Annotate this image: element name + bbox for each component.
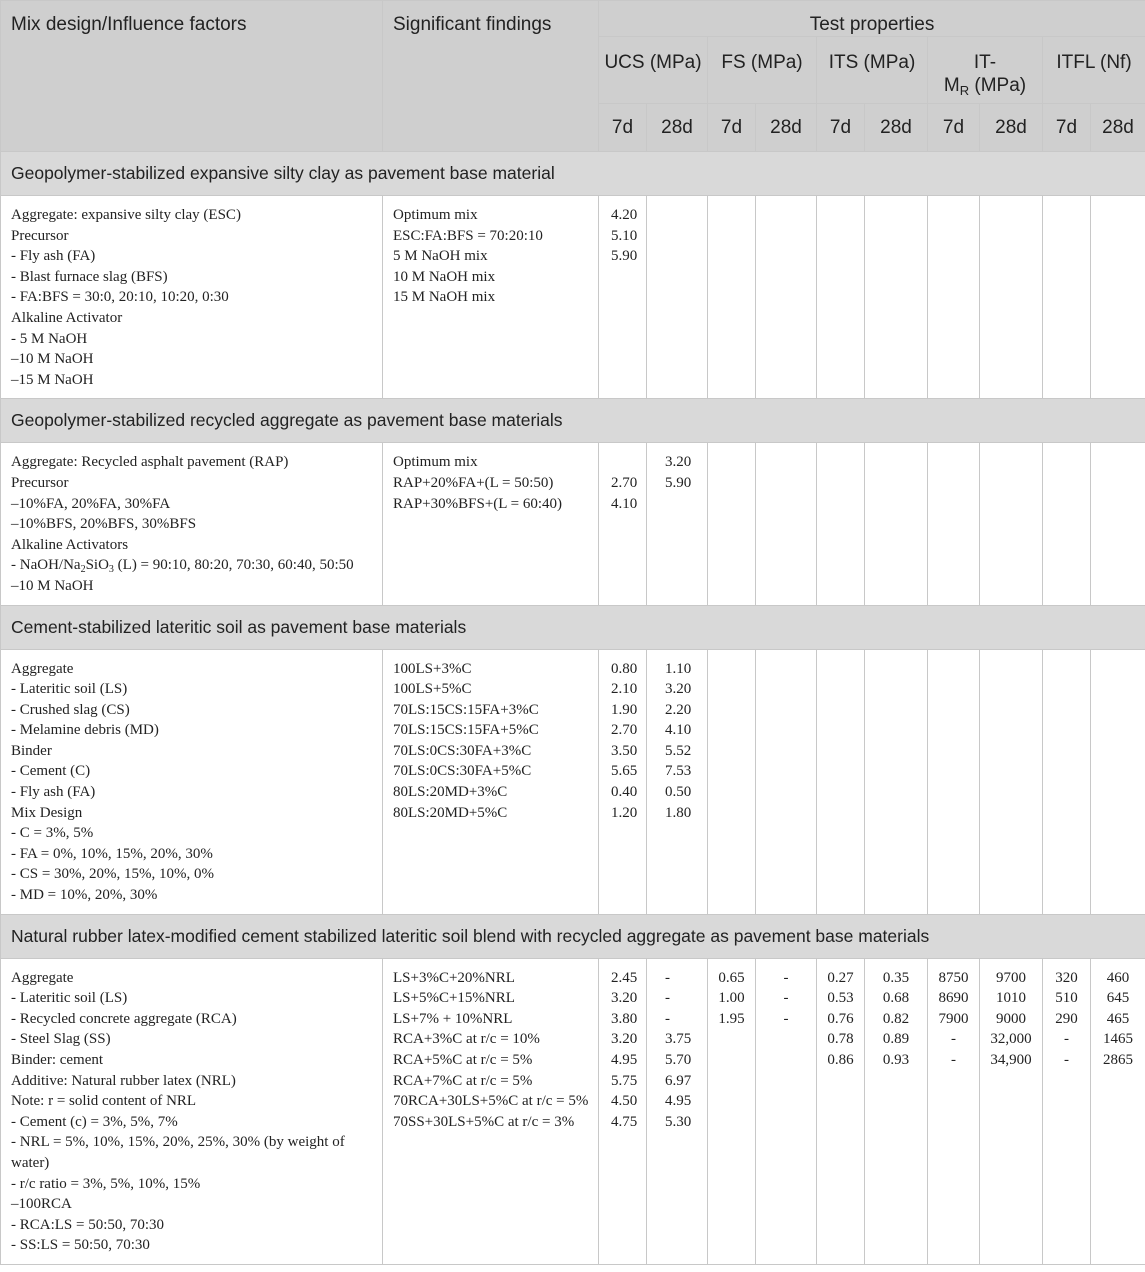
- value-cell: [928, 649, 980, 914]
- section-row: [1, 914, 1145, 958]
- formula-part: 2: [80, 564, 86, 576]
- mix-line: - CS = 30%, 20%, 15%, 10%, 0%: [11, 866, 215, 883]
- mix-line: –15 M NaOH: [11, 371, 94, 388]
- header-itmr: [928, 37, 1043, 104]
- mix-design-cell: [1, 649, 383, 914]
- value: 1.90: [611, 701, 638, 718]
- header-ucs: UCS (MPa): [599, 37, 708, 104]
- value: 1010: [996, 990, 1026, 1007]
- value-cell: [980, 196, 1043, 399]
- value: 2.70: [611, 722, 638, 739]
- value-cell: [817, 196, 865, 399]
- value: 645: [1106, 990, 1130, 1007]
- finding-line: 70LS:0CS:30FA+5%C: [393, 763, 532, 780]
- value-cell: [708, 958, 756, 1264]
- finding-line: Optimum mix: [393, 207, 478, 223]
- value: 3.20: [611, 1031, 638, 1048]
- header-fs: FS (MPa): [708, 37, 817, 104]
- value: 4.95: [665, 1093, 692, 1110]
- findings-cell: [383, 649, 599, 914]
- value-cell: [1091, 443, 1145, 605]
- finding-line: LS+3%C+20%NRL: [393, 969, 515, 986]
- value: 2.20: [665, 701, 692, 718]
- value: 290: [1055, 1010, 1078, 1027]
- value: 1.10: [665, 660, 692, 677]
- formula-part: SiO: [85, 557, 109, 574]
- mix-line: Aggregate: Recycled asphalt pavement (RAP): [11, 454, 289, 471]
- header-day: 28d: [756, 104, 817, 152]
- finding-line: 70LS:15CS:15FA+3%C: [393, 701, 539, 718]
- value-cell: [708, 196, 756, 399]
- value: 5.10: [611, 227, 638, 244]
- header-day: 7d: [708, 104, 756, 152]
- value: 5.65: [611, 763, 638, 780]
- mix-line: –10%FA, 20%FA, 30%FA: [11, 495, 171, 512]
- value-cell: [980, 443, 1043, 605]
- value: 4.95: [611, 1052, 638, 1068]
- mix-line: Note: r = solid content of NRL: [11, 1093, 197, 1110]
- table-row: [1, 443, 1145, 605]
- value: 2865: [1103, 1052, 1134, 1068]
- value: 0.89: [882, 1031, 910, 1048]
- header-day: 28d: [980, 104, 1043, 152]
- value: -: [783, 990, 789, 1007]
- finding-line: 70RCA+30LS+5%C at r/c = 5%: [393, 1093, 589, 1110]
- value-cell: [865, 443, 928, 605]
- itmr-suffix: (MPa): [969, 75, 1027, 96]
- value: 0.78: [827, 1031, 854, 1048]
- value: 0.35: [882, 969, 910, 986]
- header-findings: Significant findings: [383, 1, 599, 152]
- value: 2.45: [611, 969, 638, 986]
- header-its: ITS (MPa): [817, 37, 928, 104]
- value-cell: [928, 443, 980, 605]
- value: 5.52: [665, 742, 692, 759]
- value: 4.75: [611, 1113, 638, 1130]
- value: 0.68: [882, 990, 910, 1007]
- value: 5.75: [611, 1072, 638, 1089]
- finding-line: 70LS:0CS:30FA+3%C: [393, 742, 532, 759]
- header-itfl: ITFL (Nf): [1043, 37, 1145, 104]
- value-cell: [1043, 649, 1091, 914]
- findings-cell: [383, 958, 599, 1264]
- value-cell: [1043, 443, 1091, 605]
- header-day: 28d: [865, 104, 928, 152]
- value-cell: [708, 443, 756, 605]
- formula-part: (L) = 90:10, 80:20, 70:30, 60:40, 50:50: [113, 557, 354, 574]
- header-day: 7d: [817, 104, 865, 152]
- value: 32,000: [990, 1031, 1032, 1048]
- finding-line: RAP+20%FA+(L = 50:50): [393, 474, 554, 491]
- finding-line: LS+7% + 10%NRL: [393, 1010, 513, 1027]
- header-test-properties: Test properties: [599, 1, 1145, 37]
- value: 1.20: [611, 804, 638, 821]
- value-cell: [1091, 649, 1145, 914]
- mix-line: - MD = 10%, 20%, 30%: [11, 887, 158, 904]
- finding-line: LS+5%C+15%NRL: [393, 990, 515, 1007]
- value: 9700: [996, 969, 1026, 986]
- value: -: [951, 1052, 956, 1068]
- header-day: 28d: [1091, 104, 1145, 152]
- mix-line: - NRL = 5%, 10%, 15%, 20%, 25%, 30% (by weight of water): [11, 1134, 345, 1171]
- value-cell: [599, 196, 647, 399]
- header-day: 7d: [1043, 104, 1091, 152]
- value-cell: [599, 958, 647, 1264]
- mix-line: - Recycled concrete aggregate (RCA): [11, 1010, 237, 1027]
- mix-line: Aggregate: [11, 969, 74, 986]
- finding-line: 80LS:20MD+3%C: [393, 784, 508, 801]
- value: 5.70: [665, 1052, 692, 1068]
- finding-line: 100LS+5%C: [393, 681, 472, 698]
- value-cell: [756, 196, 817, 399]
- mix-line: Aggregate: [11, 660, 74, 677]
- value: -: [783, 1010, 789, 1027]
- mix-line: - Cement (c) = 3%, 5%, 7%: [11, 1113, 178, 1130]
- value: 5.90: [611, 248, 638, 265]
- value: 9000: [996, 1010, 1026, 1027]
- value-cell: [1043, 196, 1091, 399]
- mix-line: Aggregate: expansive silty clay (ESC): [11, 207, 241, 223]
- value-cell: [756, 958, 817, 1264]
- table-header: [1, 1, 1145, 152]
- itmr-prefix: IT-: [973, 52, 997, 73]
- value-cell: [928, 958, 980, 1264]
- value-cell: [980, 649, 1043, 914]
- finding-line: Optimum mix: [393, 454, 478, 471]
- value: -: [1064, 1031, 1069, 1048]
- section-title: Natural rubber latex-modified cement stabilized lateritic soil blend with recycled aggregate as pavement base materials: [1, 914, 1145, 958]
- mix-line: Precursor: [11, 474, 69, 491]
- value: 0.65: [718, 969, 745, 986]
- value: 0.80: [611, 660, 638, 677]
- mix-line: Binder: cement: [11, 1052, 104, 1068]
- mix-line: Mix Design: [11, 804, 83, 821]
- finding-line: 10 M NaOH mix: [393, 268, 496, 285]
- value: 0.76: [827, 1010, 854, 1027]
- finding-line: ESC:FA:BFS = 70:20:10: [393, 227, 543, 244]
- value: 510: [1055, 990, 1078, 1007]
- mix-line: Precursor: [11, 227, 69, 244]
- value-cell: [647, 196, 708, 399]
- value: 3.75: [665, 1031, 692, 1048]
- value: 2.70: [611, 474, 638, 491]
- value-cell: [865, 958, 928, 1264]
- value-cell: [1091, 958, 1145, 1264]
- mix-line: - Lateritic soil (LS): [11, 681, 128, 698]
- value: 460: [1106, 969, 1130, 986]
- value: 1.95: [718, 1010, 745, 1027]
- finding-line: 70SS+30LS+5%C at r/c = 3%: [393, 1113, 575, 1130]
- value: 6.97: [665, 1072, 692, 1089]
- value: 7.53: [665, 763, 692, 780]
- mix-line: –10%BFS, 20%BFS, 30%BFS: [11, 516, 197, 533]
- value-cell: [1043, 958, 1091, 1264]
- itmr-m: M: [943, 75, 960, 96]
- value: 4.20: [611, 207, 638, 223]
- mix-line: - Cement (C): [11, 763, 91, 780]
- value: 3.20: [665, 454, 692, 471]
- value-cell: [817, 443, 865, 605]
- finding-line: 70LS:15CS:15FA+5%C: [393, 722, 539, 739]
- header-day: 7d: [599, 104, 647, 152]
- table-row: [1, 649, 1145, 914]
- mix-line: - Lateritic soil (LS): [11, 990, 128, 1007]
- value-cell: [647, 958, 708, 1264]
- mix-line: - SS:LS = 50:50, 70:30: [11, 1237, 150, 1254]
- table-body: [1, 152, 1145, 1265]
- mix-line: –100RCA: [11, 1196, 72, 1213]
- value: -: [783, 969, 789, 986]
- mix-line: - FA = 0%, 10%, 15%, 20%, 30%: [11, 845, 213, 862]
- mix-line: Alkaline Activators: [11, 536, 129, 553]
- mix-line: Binder: [11, 742, 52, 759]
- mix-line: Alkaline Activator: [11, 309, 123, 326]
- table-row: [1, 958, 1145, 1264]
- value-cell: [1091, 196, 1145, 399]
- value: -: [1064, 1052, 1069, 1068]
- mix-design-cell: [1, 443, 383, 605]
- mix-line: - Melamine debris (MD): [11, 722, 159, 739]
- value: 7900: [938, 1010, 969, 1027]
- header-mix-design: Mix design/Influence factors: [1, 1, 383, 152]
- value-cell: [599, 443, 647, 605]
- value: [611, 452, 642, 473]
- value: 0.93: [882, 1052, 910, 1068]
- value: 0.50: [665, 784, 692, 801]
- value: -: [951, 1031, 956, 1048]
- mix-line: - Crushed slag (CS): [11, 701, 130, 718]
- value-cell: [980, 958, 1043, 1264]
- value: 320: [1055, 969, 1078, 986]
- value: 0.53: [827, 990, 854, 1007]
- mix-line: - Blast furnace slag (BFS): [11, 268, 168, 285]
- itmr-sub: R: [959, 83, 970, 98]
- formula-part: 3: [108, 564, 114, 576]
- value: 465: [1106, 1010, 1130, 1027]
- value: 34,900: [990, 1052, 1032, 1068]
- value: 4.50: [611, 1093, 638, 1110]
- mix-design-cell: [1, 958, 383, 1264]
- value-cell: [817, 649, 865, 914]
- value: 0.82: [882, 1010, 910, 1027]
- mix-design-cell: [1, 196, 383, 399]
- value: 2.10: [611, 681, 638, 698]
- value: 0.86: [827, 1052, 854, 1068]
- value-cell: [817, 958, 865, 1264]
- value-cell: [647, 649, 708, 914]
- mix-line: - Fly ash (FA): [11, 784, 96, 801]
- value: 1.00: [718, 990, 745, 1007]
- value: 3.20: [665, 681, 692, 698]
- value: 3.20: [611, 990, 638, 1007]
- finding-line: 15 M NaOH mix: [393, 289, 496, 306]
- mix-line: - C = 3%, 5%: [11, 825, 94, 842]
- finding-line: RCA+5%C at r/c = 5%: [393, 1052, 533, 1068]
- value: 5.90: [665, 474, 692, 491]
- mix-line: - RCA:LS = 50:50, 70:30: [11, 1216, 165, 1233]
- header-day: 7d: [928, 104, 980, 152]
- mix-line: - r/c ratio = 3%, 5%, 10%, 15%: [11, 1175, 201, 1192]
- header-day: 28d: [647, 104, 708, 152]
- value-cell: [865, 196, 928, 399]
- value: 0.40: [611, 784, 638, 801]
- finding-line: RCA+3%C at r/c = 10%: [393, 1031, 540, 1048]
- mix-line: –10 M NaOH: [11, 577, 94, 594]
- value: 5.30: [665, 1113, 692, 1130]
- section-title: Cement-stabilized lateritic soil as pavement base materials: [1, 605, 1145, 649]
- value: 8690: [938, 990, 969, 1007]
- mix-line: - FA:BFS = 30:0, 20:10, 10:20, 0:30: [11, 289, 229, 306]
- section-row: [1, 605, 1145, 649]
- value-cell: [647, 443, 708, 605]
- findings-cell: [383, 443, 599, 605]
- value: 1465: [1103, 1031, 1134, 1048]
- value: 4.10: [611, 495, 638, 512]
- finding-line: 80LS:20MD+5%C: [393, 804, 508, 821]
- section-title: Geopolymer-stabilized expansive silty clay as pavement base material: [1, 152, 1145, 196]
- findings-cell: [383, 196, 599, 399]
- value-cell: [928, 196, 980, 399]
- value: 3.50: [611, 742, 638, 759]
- finding-line: 100LS+3%C: [393, 660, 472, 677]
- value: -: [665, 990, 670, 1007]
- mix-line: - Fly ash (FA): [11, 248, 96, 265]
- table-row: [1, 196, 1145, 399]
- section-row: [1, 152, 1145, 196]
- value: 0.27: [827, 969, 854, 986]
- value: 1.80: [665, 804, 692, 821]
- mix-line: Additive: Natural rubber latex (NRL): [11, 1072, 236, 1089]
- value-cell: [865, 649, 928, 914]
- value: -: [665, 969, 670, 986]
- value: 4.10: [665, 722, 692, 739]
- section-title: Geopolymer-stabilized recycled aggregate as pavement base materials: [1, 399, 1145, 443]
- finding-line: 5 M NaOH mix: [393, 248, 488, 265]
- value-cell: [599, 649, 647, 914]
- mix-line: [11, 555, 376, 576]
- finding-line: RAP+30%BFS+(L = 60:40): [393, 495, 563, 512]
- value: -: [665, 1010, 670, 1027]
- mix-line: –10 M NaOH: [11, 351, 94, 368]
- value: 8750: [938, 969, 969, 986]
- value-cell: [708, 649, 756, 914]
- mix-line: - Steel Slag (SS): [11, 1031, 111, 1048]
- value-cell: [756, 443, 817, 605]
- finding-line: RCA+7%C at r/c = 5%: [393, 1072, 533, 1089]
- value-cell: [756, 649, 817, 914]
- section-row: [1, 399, 1145, 443]
- formula-part: - NaOH/Na: [11, 557, 81, 574]
- value: 3.80: [611, 1010, 638, 1027]
- mix-line: - 5 M NaOH: [11, 330, 88, 347]
